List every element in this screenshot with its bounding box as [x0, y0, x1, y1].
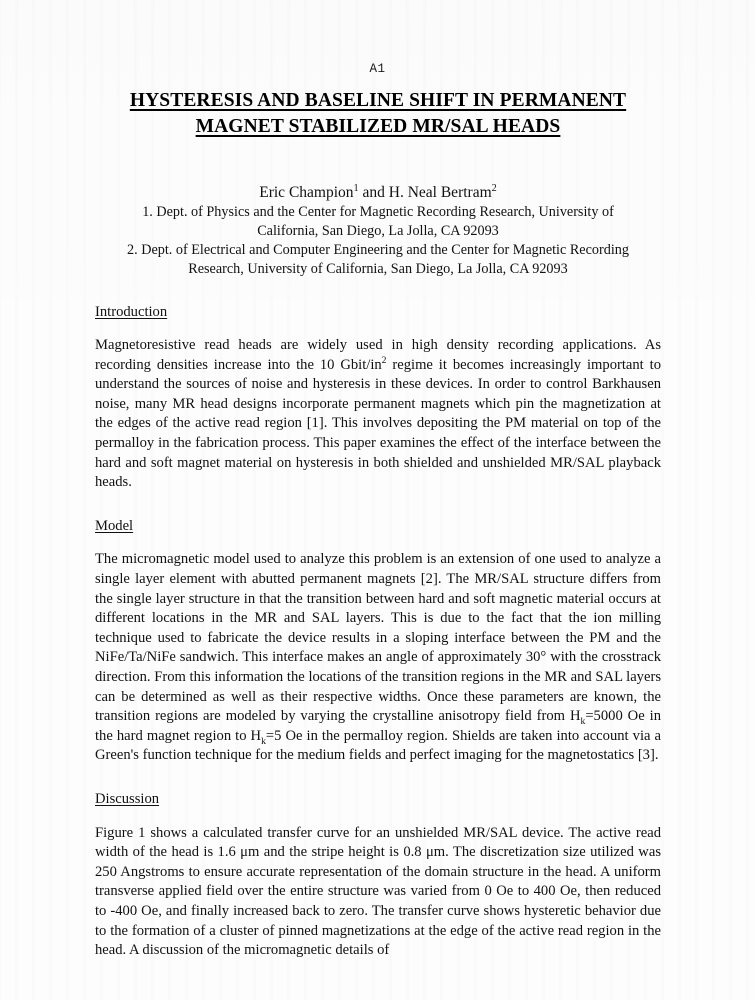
- affiliation-1-line-2: California, San Diego, La Jolla, CA 92093: [257, 222, 499, 239]
- section-body-model: The micromagnetic model used to analyze this problem is an extension of one used to analyze a single layer element with abutted permanent magnets [2]. The MR/SAL structure differs from the single layer structure in that the transition between hard and soft magnetic material occurs at different locations in the MR and SAL layers. This is due to the fact that the ion milling technique used to fabricate the device results in a sloping interface between the PM and the NiFe/Ta/NiFe sandwich. This interface makes an angle of approximately 30° with the crosstrack direction. From this information the locations of the transition regions in the MR and SAL layers can be determined as well as their respective widths. Once these parameters are known, the transition regions are modeled by varying the crystalline anisotropy field from $H_k=5000$ Oe in the hard magnet region to $H_k=5$ Oe in the permalloy region. Shields are taken into account via a Green's function technique for the medium fields and perfect imaging for the magnetostatics [3].: [95, 551, 661, 764]
- section-discussion: [95, 790, 661, 961]
- section-body-discussion: Figure 1 shows a calculated transfer curve for an unshielded MR/SAL device. The active read width of the head is 1.6 μm and the stripe height is 0.8 μm. The discretization size utilized was 250 Angstroms to ensure accurate representation of the domain structure in the head. A uniform transverse applied field over the entire structure was varied from 0 Oe to 400 Oe, then reduced to -400 Oe, and finally increased back to zero. The transfer curve shows hysteretic behavior due to the formation of a cluster of pinned magnetizations at the edge of the active read region in the head. A discussion of the micromagnetic details of: [95, 824, 661, 959]
- section-heading-introduction: Introduction: [95, 303, 168, 320]
- page-title: [95, 88, 661, 140]
- section-introduction: [95, 303, 661, 493]
- section-heading-discussion: Discussion: [95, 790, 160, 807]
- author-block: [95, 183, 661, 279]
- page-title-line-1: HYSTERESIS AND BASELINE SHIFT IN PERMANENT: [129, 90, 627, 111]
- section-body-introduction: Magnetoresistive read heads are widely used in high density recording applications. As recording densities increase into the 10 Gbit/$in^2$ regime it becomes increasingly important to understand the sources of noise and hysteresis in these devices. In order to control Barkhausen noise, many MR head designs incorporate permanent magnets which pin the magnetization at the edges of the active read region [1]. This involves depositing the PM material on top of the permalloy in the fabrication process. This paper examines the effect of the interface between the hard and soft magnet material on hysteresis in both shielded and unshielded MR/SAL playback heads.: [95, 337, 661, 491]
- section-model: [95, 517, 661, 766]
- affiliation-2-line-2: Research, University of California, San Diego, La Jolla, CA 92093: [188, 260, 568, 277]
- affiliation-1-line-1: 1. Dept. of Physics and the Center for Magnetic Recording Research, University of: [142, 203, 614, 220]
- page-folio-number: A1: [369, 62, 386, 76]
- affiliation-2-line-1: 2. Dept. of Electrical and Computer Engineering and the Center for Magnetic Recording: [127, 241, 629, 258]
- page-content: [95, 88, 661, 975]
- section-heading-model: Model: [95, 517, 134, 534]
- author-names: Eric Champion$^1$ and H. Neal Bertram$^2$: [259, 182, 497, 201]
- page-title-line-2: MAGNET STABILIZED MR/SAL HEADS: [195, 116, 561, 137]
